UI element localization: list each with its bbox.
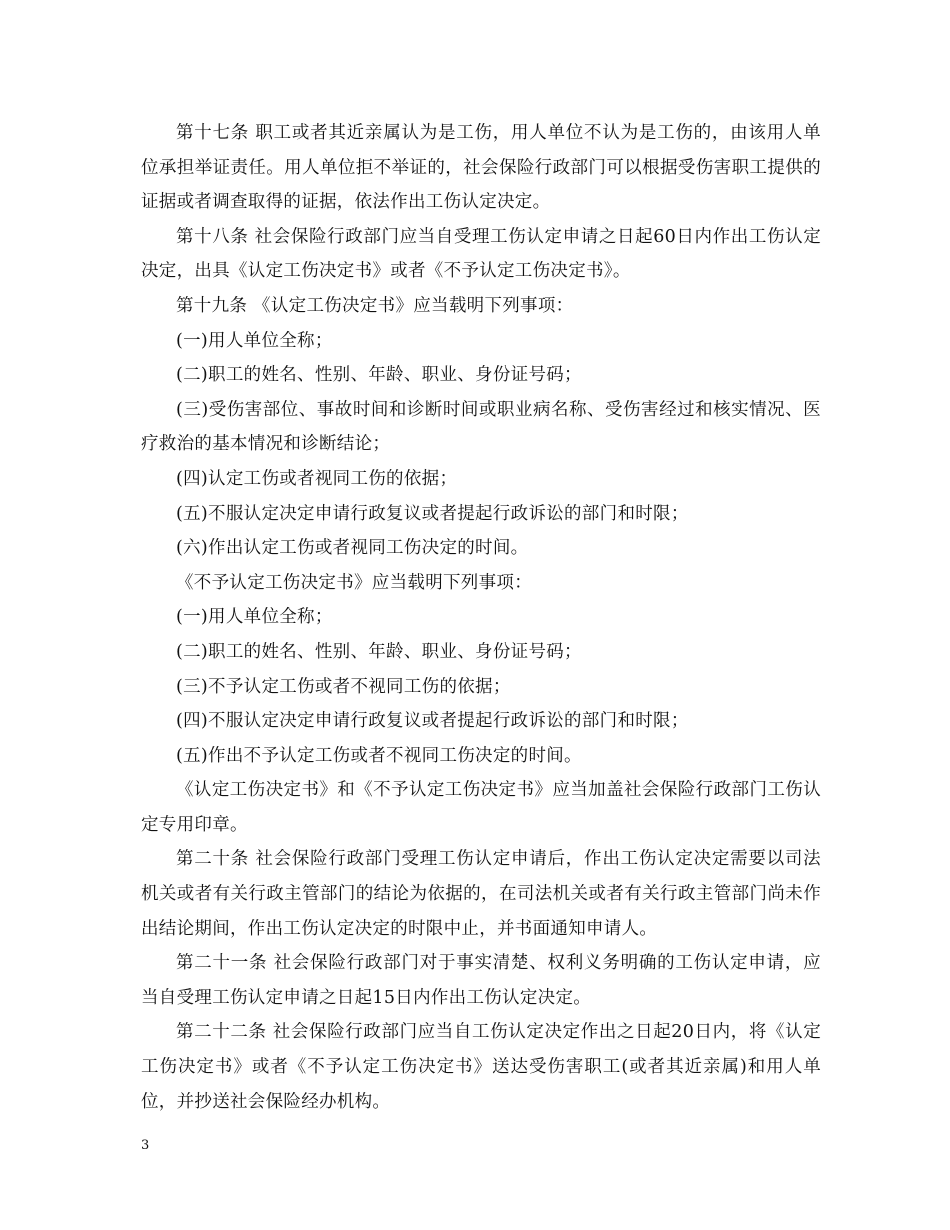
list-item-2: (二)职工的姓名、性别、年龄、职业、身份证号码； (176, 365, 582, 386)
paragraph-seal-requirement: 《认定工伤决定书》和《不予认定工伤决定书》应当加盖社会保险行政部门工伤认定专用印章。 (141, 780, 821, 835)
page-number: 3 (141, 1138, 150, 1153)
list-item-4: (四)认定工伤或者视同工伤的依据； (176, 468, 458, 489)
document-body (141, 116, 821, 1119)
list-item-1: (一)用人单位全称； (176, 330, 333, 351)
paragraph-article-22: 第二十二条 社会保险行政部门应当自工伤认定决定作出之日起20日内，将《认定工伤决定书》或者《不予认定工伤决定书》送达受伤害职工(或者其近亲属)和用人单位，并抄送社会保险经办机构。 (141, 1022, 821, 1112)
paragraph-non-recognition-heading: 《不予认定工伤决定书》应当载明下列事项： (176, 572, 532, 593)
list-item-3: (三)受伤害部位、事故时间和诊断时间或职业病名称、受伤害经过和核实情况、医疗救治的基本情况和诊断结论； (141, 399, 821, 455)
list-item-1: (一)用人单位全称； (176, 607, 333, 628)
list-item-5: (五)不服认定决定申请行政复议或者提起行政诉讼的部门和时限； (176, 503, 689, 524)
list-item-6: (六)作出认定工伤或者视同工伤决定的时间。 (176, 538, 529, 559)
list-item-3: (三)不予认定工伤或者不视同工伤的依据； (176, 676, 511, 697)
list-item-4: (四)不服认定决定申请行政复议或者提起行政诉讼的部门和时限； (176, 711, 689, 732)
paragraph-article-19: 第十九条 《认定工伤决定书》应当载明下列事项： (176, 295, 574, 316)
paragraph-article-20: 第二十条 社会保险行政部门受理工伤认定申请后，作出工伤认定决定需要以司法机关或者有关行政主管部门的结论为依据的，在司法机关或者有关行政主管部门尚未作出结论期间，作出工伤认定决定的时限中止，并书面通知申请人。 (141, 849, 821, 939)
paragraph-article-21: 第二十一条 社会保险行政部门对于事实清楚、权利义务明确的工伤认定申请，应当自受理工伤认定申请之日起15日内作出工伤认定决定。 (141, 953, 821, 1008)
list-item-2: (二)职工的姓名、性别、年龄、职业、身份证号码； (176, 641, 582, 662)
paragraph-article-17: 第十七条 职工或者其近亲属认为是工伤，用人单位不认为是工伤的，由该用人单位承担举证责任。用人单位拒不举证的，社会保险行政部门可以根据受伤害职工提供的证据或者调查取得的证据，依法作出工伤认定决定。 (141, 123, 821, 213)
paragraph-article-18: 第十八条 社会保险行政部门应当自受理工伤认定申请之日起60日内作出工伤认定决定，出具《认定工伤决定书》或者《不予认定工伤决定书》。 (141, 226, 821, 282)
list-item-5: (五)作出不予认定工伤或者不视同工伤决定的时间。 (176, 745, 582, 766)
